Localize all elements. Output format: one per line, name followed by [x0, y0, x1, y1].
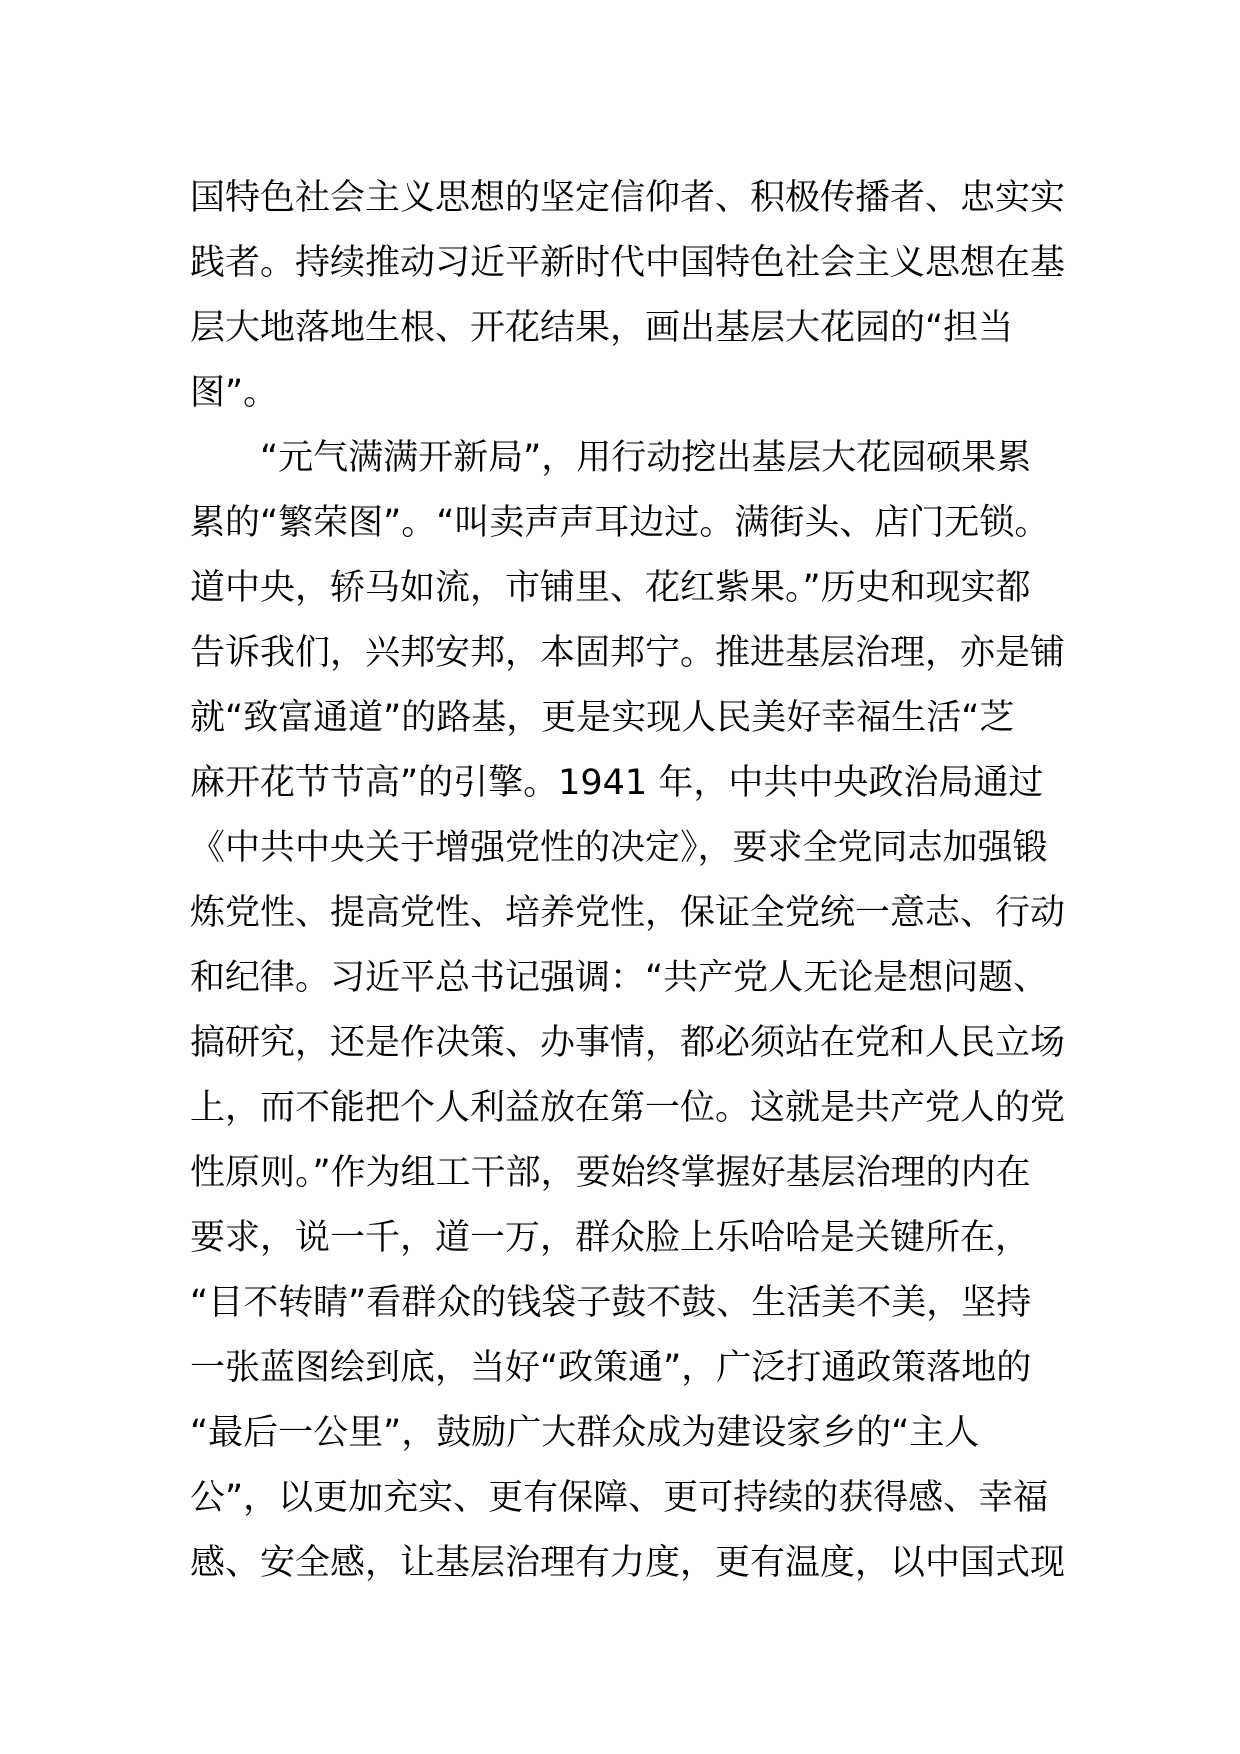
text-line: 公”，以更加充实、更有保障、更可持续的获得感、幸福: [190, 1478, 1049, 1518]
text-line: 累的“繁荣图”。“叫卖声声耳边过。满街头、店门无锁。: [190, 503, 1050, 543]
text-line: 和纪律。习近平总书记强调：“共产党人无论是想问题、: [190, 958, 1049, 998]
text-line: 图”。: [190, 373, 279, 413]
text-line: 层大地落地生根、开花结果，画出基层大花园的“担当: [190, 308, 1014, 348]
text-line: 《中共中央关于增强党性的决定》，要求全党同志加强锻: [190, 828, 1048, 868]
text-line: 性原则。”作为组工干部，要始终掌握好基层治理的内在: [190, 1153, 1031, 1193]
text-line: 麻开花节节高”的引擎。1941 年，中共中央政治局通过: [190, 763, 1044, 803]
text-line: 炼党性、提高党性、培养党性，保证全党统一意志、行动: [190, 893, 1066, 933]
text-line: 要求，说一千，道一万，群众脸上乐哈哈是关键所在，: [190, 1218, 1031, 1258]
text-line: 一张蓝图绘到底，当好“政策通”，广泛打通政策落地的: [190, 1348, 1032, 1388]
text-line: 践者。持续推动习近平新时代中国特色社会主义思想在基: [190, 243, 1066, 283]
text-line: “最后一公里”，鼓励广大群众成为建设家乡的“主人: [190, 1413, 980, 1453]
text-line: 国特色社会主义思想的坚定信仰者、积极传播者、忠实实: [190, 178, 1066, 218]
text-line: 上，而不能把个人利益放在第一位。这就是共产党人的党: [190, 1088, 1066, 1128]
text-line: 感、安全感，让基层治理有力度，更有温度，以中国式现: [190, 1543, 1066, 1583]
body-text: [190, 166, 1080, 1596]
text-line: “目不转睛”看群众的钱袋子鼓不鼓、生活美不美，坚持: [190, 1283, 1032, 1323]
paragraph-start-line: “元气满满开新局”，用行动挖出基层大花园硕果累: [190, 438, 1032, 478]
text-line: 道中央，轿马如流，市铺里、花红紫果。”历史和现实都: [190, 568, 1031, 608]
text-line: 就“致富通道”的路基，更是实现人民美好幸福生活“芝: [190, 698, 1015, 738]
text-line: 搞研究，还是作决策、办事情，都必须站在党和人民立场: [190, 1023, 1066, 1063]
text-line: 告诉我们，兴邦安邦，本固邦宁。推进基层治理，亦是铺: [190, 633, 1066, 673]
